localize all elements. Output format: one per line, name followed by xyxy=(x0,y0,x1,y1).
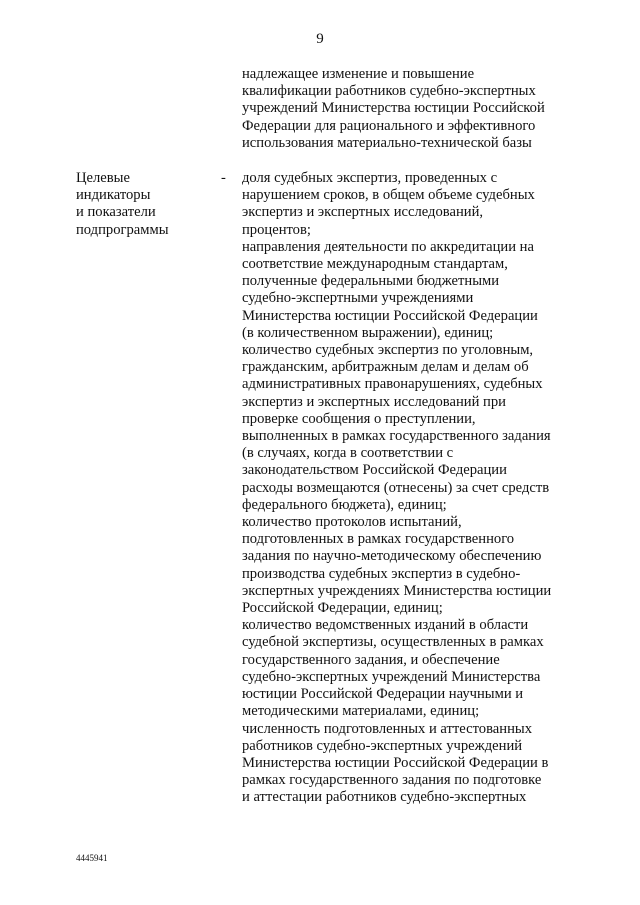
text-line: использования материально-технической базы xyxy=(242,134,532,151)
body-line: гражданским, арбитражным делам и делам об xyxy=(242,359,529,376)
label-line: Целевые xyxy=(76,170,130,186)
body-line: проверке сообщения о преступлении, xyxy=(242,410,476,427)
label-line: индикаторы xyxy=(76,187,151,204)
body-line: федерального бюджета), единиц; xyxy=(242,496,447,513)
body-line: судебной экспертизы, осуществленных в рамках xyxy=(242,634,544,651)
body-line: доля судебных экспертиз, проведенных с xyxy=(242,170,498,186)
body-line: судебно-экспертными учреждениями xyxy=(242,290,474,307)
body-line: законодательством Российской Федерации xyxy=(242,462,507,479)
label-line: подпрограммы xyxy=(76,221,169,238)
body-line: (в количественном выражении), единиц; xyxy=(242,324,494,341)
body-line: экспертиз и экспертных исследований при xyxy=(242,393,506,410)
body-line: производства судебных экспертиз в судебно- xyxy=(242,565,521,582)
text-line: надлежащее изменение и повышение xyxy=(242,66,475,82)
body-line: Российской Федерации, единиц; xyxy=(242,600,443,617)
page-number: 9 xyxy=(316,31,324,47)
row-body xyxy=(242,170,572,807)
text-line: учреждений Министерства юстиции Российской xyxy=(242,100,545,117)
body-line: направления деятельности по аккредитации на xyxy=(242,238,534,255)
body-line: подготовленных в рамках государственного xyxy=(242,531,515,548)
body-line: полученные федеральными бюджетными xyxy=(242,273,500,290)
body-line: государственного задания, и обеспечение xyxy=(242,651,500,668)
body-line: работников судебно-экспертных учреждений xyxy=(242,737,523,754)
body-line: количество судебных экспертиз по уголовным, xyxy=(242,342,534,359)
body-line: количество протоколов испытаний, xyxy=(242,514,462,531)
body-line: нарушением сроков, в общем объеме судебных xyxy=(242,187,535,204)
body-line: методическими материалами, единиц; xyxy=(242,703,480,720)
continuation-text xyxy=(242,66,572,152)
text-line: Федерации для рационального и эффективного xyxy=(242,117,536,134)
body-line: и аттестации работников судебно-экспертных xyxy=(242,789,527,806)
document-code: 4445941 xyxy=(76,853,108,863)
body-line: административных правонарушениях, судебных xyxy=(242,376,543,393)
label-line: и показатели xyxy=(76,204,156,221)
body-line: экспертиз и экспертных исследований, xyxy=(242,204,484,221)
body-line: Министерства юстиции Российской Федерации xyxy=(242,307,538,324)
body-line: (в случаях, когда в соответствии с xyxy=(242,445,454,462)
body-line: экспертных учреждениях Министерства юстиции xyxy=(242,582,552,599)
body-line: соответствие международным стандартам, xyxy=(242,256,508,273)
body-line: количество ведомственных изданий в области xyxy=(242,617,529,634)
body-line: процентов; xyxy=(242,221,311,238)
row-dash: - xyxy=(221,170,226,186)
row-label xyxy=(76,170,216,239)
body-line: судебно-экспертных учреждений Министерства xyxy=(242,668,541,685)
body-line: рамках государственного задания по подготовке xyxy=(242,772,542,789)
text-line: квалификации работников судебно-экспертных xyxy=(242,83,536,100)
body-line: юстиции Российской Федерации научными и xyxy=(242,686,524,703)
body-line: расходы возмещаются (отнесены) за счет средств xyxy=(242,479,550,496)
body-line: выполненных в рамках государственного задания xyxy=(242,428,551,445)
body-line: задания по научно-методическому обеспечению xyxy=(242,548,542,565)
body-line: Министерства юстиции Российской Федерации в xyxy=(242,754,549,771)
body-line: численность подготовленных и аттестованных xyxy=(242,720,532,737)
